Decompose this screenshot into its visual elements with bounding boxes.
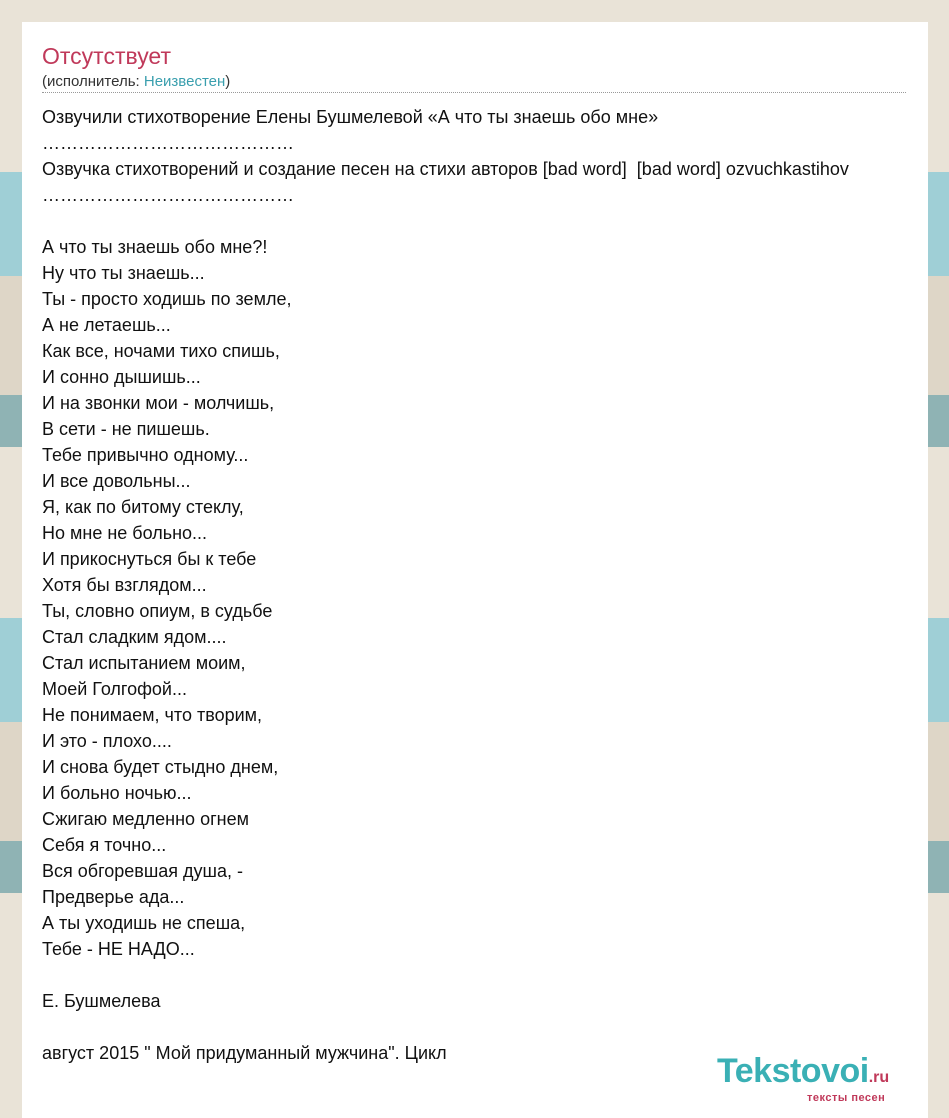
lyrics-line: Я, как по битому стеклу, — [42, 497, 244, 517]
lyrics-line: Ты, словно опиум, в судьбе — [42, 601, 273, 621]
site-logo[interactable] — [717, 1052, 922, 1112]
lyrics-line — [42, 1014, 928, 1040]
lyrics-line: Стал испытанием моим, — [42, 653, 246, 673]
lyrics-line: И все довольны... — [42, 471, 191, 491]
lyrics-line: Моей Голгофой... — [42, 679, 187, 699]
song-title: Отсутствует — [42, 43, 171, 69]
artist-suffix: ) — [225, 73, 231, 90]
lyrics-line: …………………………………… — [42, 185, 294, 205]
header-divider — [42, 92, 906, 93]
lyrics-line: Хотя бы взглядом... — [42, 575, 207, 595]
lyrics-line — [42, 962, 928, 988]
lyrics-text — [42, 104, 928, 1066]
lyrics-line: Тебе - НЕ НАДО... — [42, 939, 195, 959]
artist-line — [42, 72, 906, 92]
lyrics-line: Ты - просто ходишь по земле, — [42, 289, 292, 309]
lyrics-line: Но мне не больно... — [42, 523, 208, 543]
artist-prefix: (исполнитель: — [42, 73, 144, 90]
lyrics-line: И на звонки мои - молчишь, — [42, 393, 275, 413]
lyrics-line: …………………………………… — [42, 133, 294, 153]
lyrics-line: Стал сладким ядом.... — [42, 627, 227, 647]
lyrics-line: И прикоснуться бы к тебе — [42, 549, 257, 569]
logo-tld: .ru — [868, 1069, 890, 1086]
lyrics-line: Е. Бушмелева — [42, 991, 161, 1011]
lyrics-line: Предверье ада... — [42, 887, 185, 907]
lyrics-line: В сети - не пишешь. — [42, 419, 210, 439]
lyrics-line: Вся обгоревшая душа, - — [42, 861, 243, 881]
logo-subtitle: тексты песен — [807, 1092, 886, 1104]
lyrics-line: Не понимаем, что творим, — [42, 705, 263, 725]
lyrics-line: А не летаешь... — [42, 315, 171, 335]
lyrics-line: И больно ночью... — [42, 783, 192, 803]
lyrics-line: И сонно дышишь... — [42, 367, 201, 387]
lyrics-line: Озвучили стихотворение Елены Бушмелевой «А что ты знаешь обо мне» — [42, 107, 659, 127]
lyrics-line: Как все, ночами тихо спишь, — [42, 341, 280, 361]
lyrics-line: Ну что ты знаешь... — [42, 263, 205, 283]
lyrics-line: А что ты знаешь обо мне?! — [42, 237, 268, 257]
song-header — [42, 42, 906, 92]
lyrics-line: Сжигаю медленно огнем — [42, 809, 249, 829]
lyrics-line: А ты уходишь не спеша, — [42, 913, 246, 933]
lyrics-line: Себя я точно... — [42, 835, 167, 855]
lyrics-line: И это - плохо.... — [42, 731, 172, 751]
lyrics-line: август 2015 " Мой придуманный мужчина". Цикл — [42, 1043, 447, 1063]
lyrics-line: Тебе привычно одному... — [42, 445, 249, 465]
artist-link[interactable]: Неизвестен — [143, 73, 226, 90]
lyrics-line: И снова будет стыдно днем, — [42, 757, 279, 777]
lyrics-line: Озвучка стихотворений и создание песен на стихи авторов [bad word] [bad word] ozvuchkastihov — [42, 159, 849, 179]
lyrics-line — [42, 208, 928, 234]
logo-main-text: Tekstovoi — [717, 1052, 869, 1090]
lyrics-card — [22, 22, 928, 1118]
